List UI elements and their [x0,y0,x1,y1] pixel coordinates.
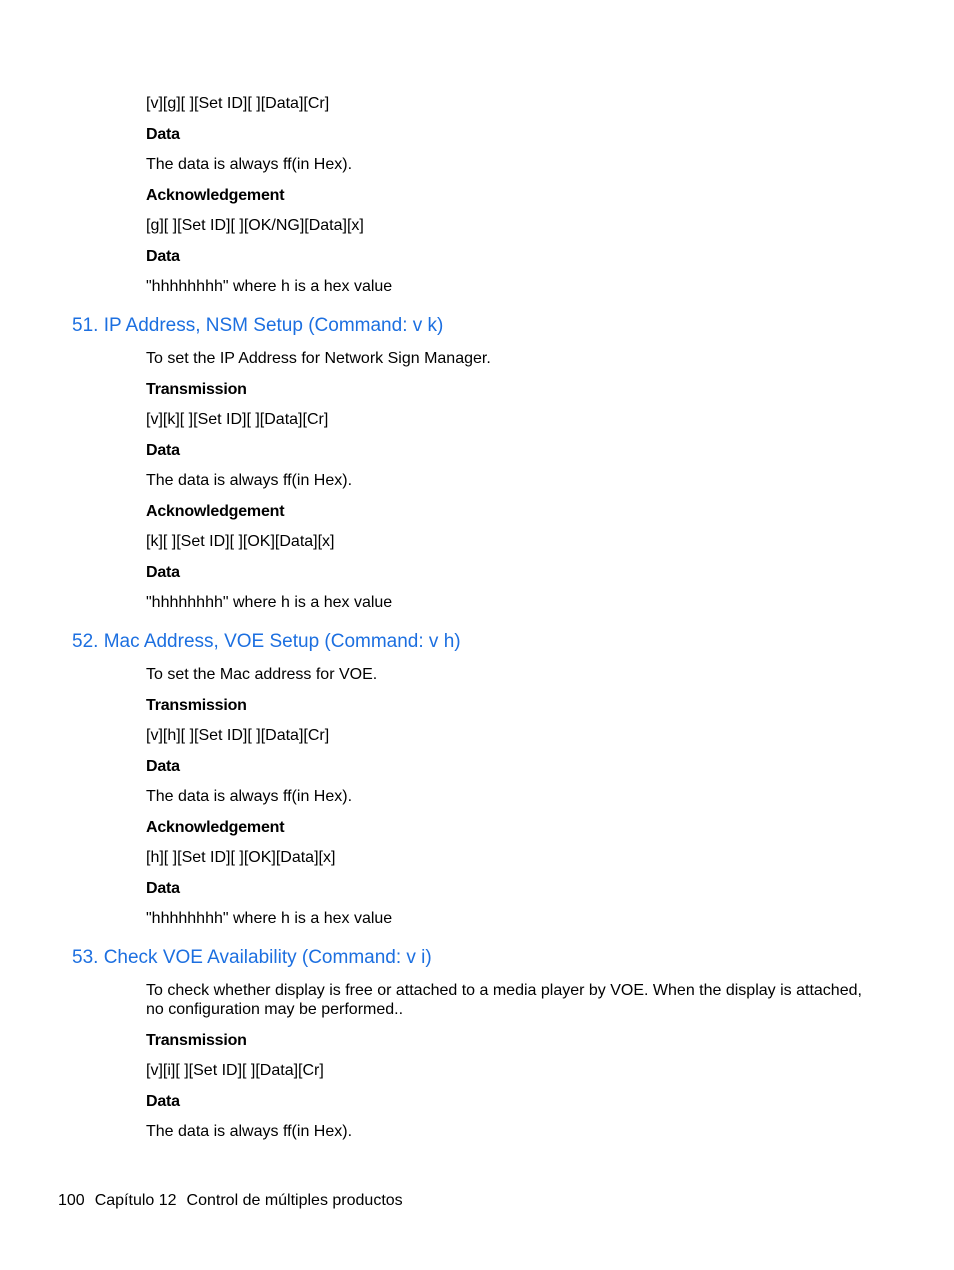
section53-data-text: The data is always ff(in Hex). [146,1123,353,1140]
section51-data2-text: "hhhhhhhh" where h is a hex value [146,594,393,611]
section51-transmission-command: [v][k][ ][Set ID][ ][Data][Cr] [146,411,329,428]
section50-ack-command: [g][ ][Set ID][ ][OK/NG][Data][x] [146,217,364,234]
section52-data2-text: "hhhhhhhh" where h is a hex value [146,910,393,927]
section53-intro: To check whether display is free or attached to a media player by VOE. When the display is attached, no configuration may be performed.. [146,982,862,1018]
section52-transmission-command: [v][h][ ][Set ID][ ][Data][Cr] [146,727,330,744]
section52-ack-label: Acknowledgement [146,819,285,836]
section51-intro: To set the IP Address for Network Sign Manager. [146,350,491,367]
section51-data-label: Data [146,442,180,459]
section52-heading: 52. Mac Address, VOE Setup (Command: v h) [72,631,461,652]
section50-ack-label: Acknowledgement [146,187,285,204]
section51-ack-label: Acknowledgement [146,503,285,520]
section51-heading: 51. IP Address, NSM Setup (Command: v k) [72,315,444,336]
section50-data-text: The data is always ff(in Hex). [146,156,353,173]
section52-transmission-label: Transmission [146,697,247,714]
section50-data-label: Data [146,126,180,143]
section53-transmission-command: [v][i][ ][Set ID][ ][Data][Cr] [146,1062,324,1079]
section51-transmission-label: Transmission [146,381,247,398]
page-number: 100 [58,1192,85,1209]
section52-data-label: Data [146,758,180,775]
section50-transmission-command: [v][g][ ][Set ID][ ][Data][Cr] [146,95,330,112]
section50-data2-text: "hhhhhhhh" where h is a hex value [146,278,393,295]
section53-data-label: Data [146,1093,180,1110]
section52-ack-command: [h][ ][Set ID][ ][OK][Data][x] [146,849,336,866]
section50-data2-label: Data [146,248,180,265]
footer-chapter-title: Control de múltiples productos [186,1192,403,1209]
section53-heading: 53. Check VOE Availability (Command: v i) [72,947,432,968]
section51-data2-label: Data [146,564,180,581]
section52-data-text: The data is always ff(in Hex). [146,788,353,805]
section52-data2-label: Data [146,880,180,897]
page-footer [58,1191,413,1210]
section51-data-text: The data is always ff(in Hex). [146,472,353,489]
section51-ack-command: [k][ ][Set ID][ ][OK][Data][x] [146,533,335,550]
section53-transmission-label: Transmission [146,1032,247,1049]
section52-intro: To set the Mac address for VOE. [146,666,378,683]
footer-chapter: Capítulo 12 [94,1192,177,1209]
